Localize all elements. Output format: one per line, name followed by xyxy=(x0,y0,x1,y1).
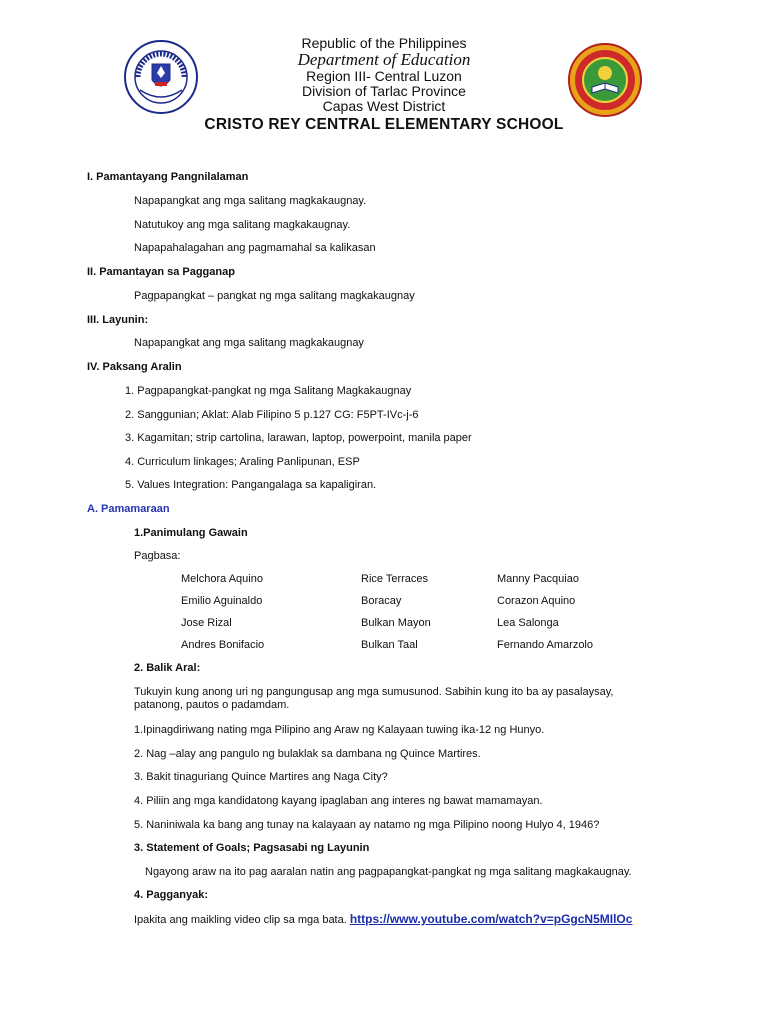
section-heading-2: II. Pamantayan sa Pagganap xyxy=(87,266,235,278)
step-1-heading: 1.Panimulang Gawain xyxy=(134,527,248,539)
section-4-item: 2. Sanggunian; Aklat: Alab Filipino 5 p.127 CG: F5PT-IVc-j-6 xyxy=(125,409,419,421)
table-cell: Lea Salonga xyxy=(497,617,559,629)
step-2-heading: 2. Balik Aral: xyxy=(134,662,201,674)
table-cell: Andres Bonifacio xyxy=(181,639,265,651)
ganyak-text: Ipakita ang maikling video clip sa mga bata. xyxy=(134,914,350,926)
table-cell: Emilio Aguinaldo xyxy=(181,595,263,607)
question-item: 1.Ipinagdiriwang nating mga Pilipino ang Araw ng Kalayaan tuwing ika-12 ng Hunyo. xyxy=(134,724,545,736)
table-cell: Boracay xyxy=(361,595,402,607)
section-4-item: 5. Values Integration: Pangangalaga sa kapaligiran. xyxy=(125,479,377,491)
region-line: Region III- Central Luzon xyxy=(306,68,462,84)
department-line: Department of Education xyxy=(297,50,471,69)
republic-line: Republic of the Philippines xyxy=(301,35,467,51)
section-3-item: Napapangkat ang mga salitang magkakaugnay xyxy=(134,337,364,349)
table-cell: Bulkan Mayon xyxy=(361,617,431,629)
question-item: 5. Naniniwala ka bang ang tunay na kalayaan ay natamo ng mga Pilipino noong Hulyo 4, 1946? xyxy=(134,819,600,831)
table-cell: Melchora Aquino xyxy=(181,573,263,585)
question-item: 4. Piliin ang mga kandidatong kayang ipaglaban ang interes ng bawat mamamayan. xyxy=(134,795,543,807)
ganyak-line xyxy=(134,912,632,927)
youtube-link[interactable]: https://www.youtube.com/watch?v=pGgcN5MIlOc xyxy=(349,912,633,926)
section-2-item: Pagpapangkat – pangkat ng mga salitang magkakaugnay xyxy=(134,290,415,302)
table-cell: Fernando Amarzolo xyxy=(497,639,593,651)
section-4-item: 1. Pagpapangkat-pangkat ng mga Salitang Magkakaugnay xyxy=(125,385,412,397)
instruction-line-1: Tukuyin kung anong uri ng pangungusap ang mga sumusunod. Sabihin kung ito ba ay pasalaysay, xyxy=(134,686,614,698)
school-name: CRISTO REY CENTRAL ELEMENTARY SCHOOL xyxy=(204,116,564,133)
section-1-item: Napapangkat ang mga salitang magkakaugnay. xyxy=(134,195,367,207)
table-cell: Bulkan Taal xyxy=(361,639,418,651)
step-3-heading: 3. Statement of Goals; Pagsasabi ng Layunin xyxy=(134,842,370,854)
goal-text: Ngayong araw na ito pag aaralan natin ang pagpapangkat-pangkat ng mga salitang magkakaugnay. xyxy=(145,866,632,878)
section-heading-4: IV. Paksang Aralin xyxy=(87,361,182,373)
section-4-item: 3. Kagamitan; strip cartolina, larawan, laptop, powerpoint, manila paper xyxy=(125,432,472,444)
instruction-line-2: patanong, pautos o padamdam. xyxy=(134,699,290,711)
division-line: Division of Tarlac Province xyxy=(302,83,466,99)
table-cell: Corazon Aquino xyxy=(497,595,576,607)
step-4-heading: 4. Pagganyak: xyxy=(134,889,208,901)
table-cell: Jose Rizal xyxy=(181,617,232,629)
section-1-item: Napapahalagahan ang pagmamahal sa kalikasan xyxy=(134,242,376,254)
section-heading-a: A. Pamamaraan xyxy=(87,503,170,515)
question-item: 3. Bakit tinaguriang Quince Martires ang Naga City? xyxy=(134,771,388,783)
question-item: 2. Nag –alay ang pangulo ng bulaklak sa dambana ng Quince Martires. xyxy=(134,748,481,760)
letterhead xyxy=(0,36,768,134)
table-cell: Rice Terraces xyxy=(361,573,429,585)
section-4-item: 4. Curriculum linkages; Araling Panlipunan, ESP xyxy=(125,456,360,468)
district-line: Capas West District xyxy=(322,98,446,114)
section-1-item: Natutukoy ang mga salitang magkakaugnay. xyxy=(134,219,351,231)
section-heading-1: I. Pamantayang Pangnilalaman xyxy=(87,171,249,183)
pagbasa-label: Pagbasa: xyxy=(134,550,181,562)
table-cell: Manny Pacquiao xyxy=(497,573,579,585)
section-heading-3: III. Layunin: xyxy=(87,314,149,326)
